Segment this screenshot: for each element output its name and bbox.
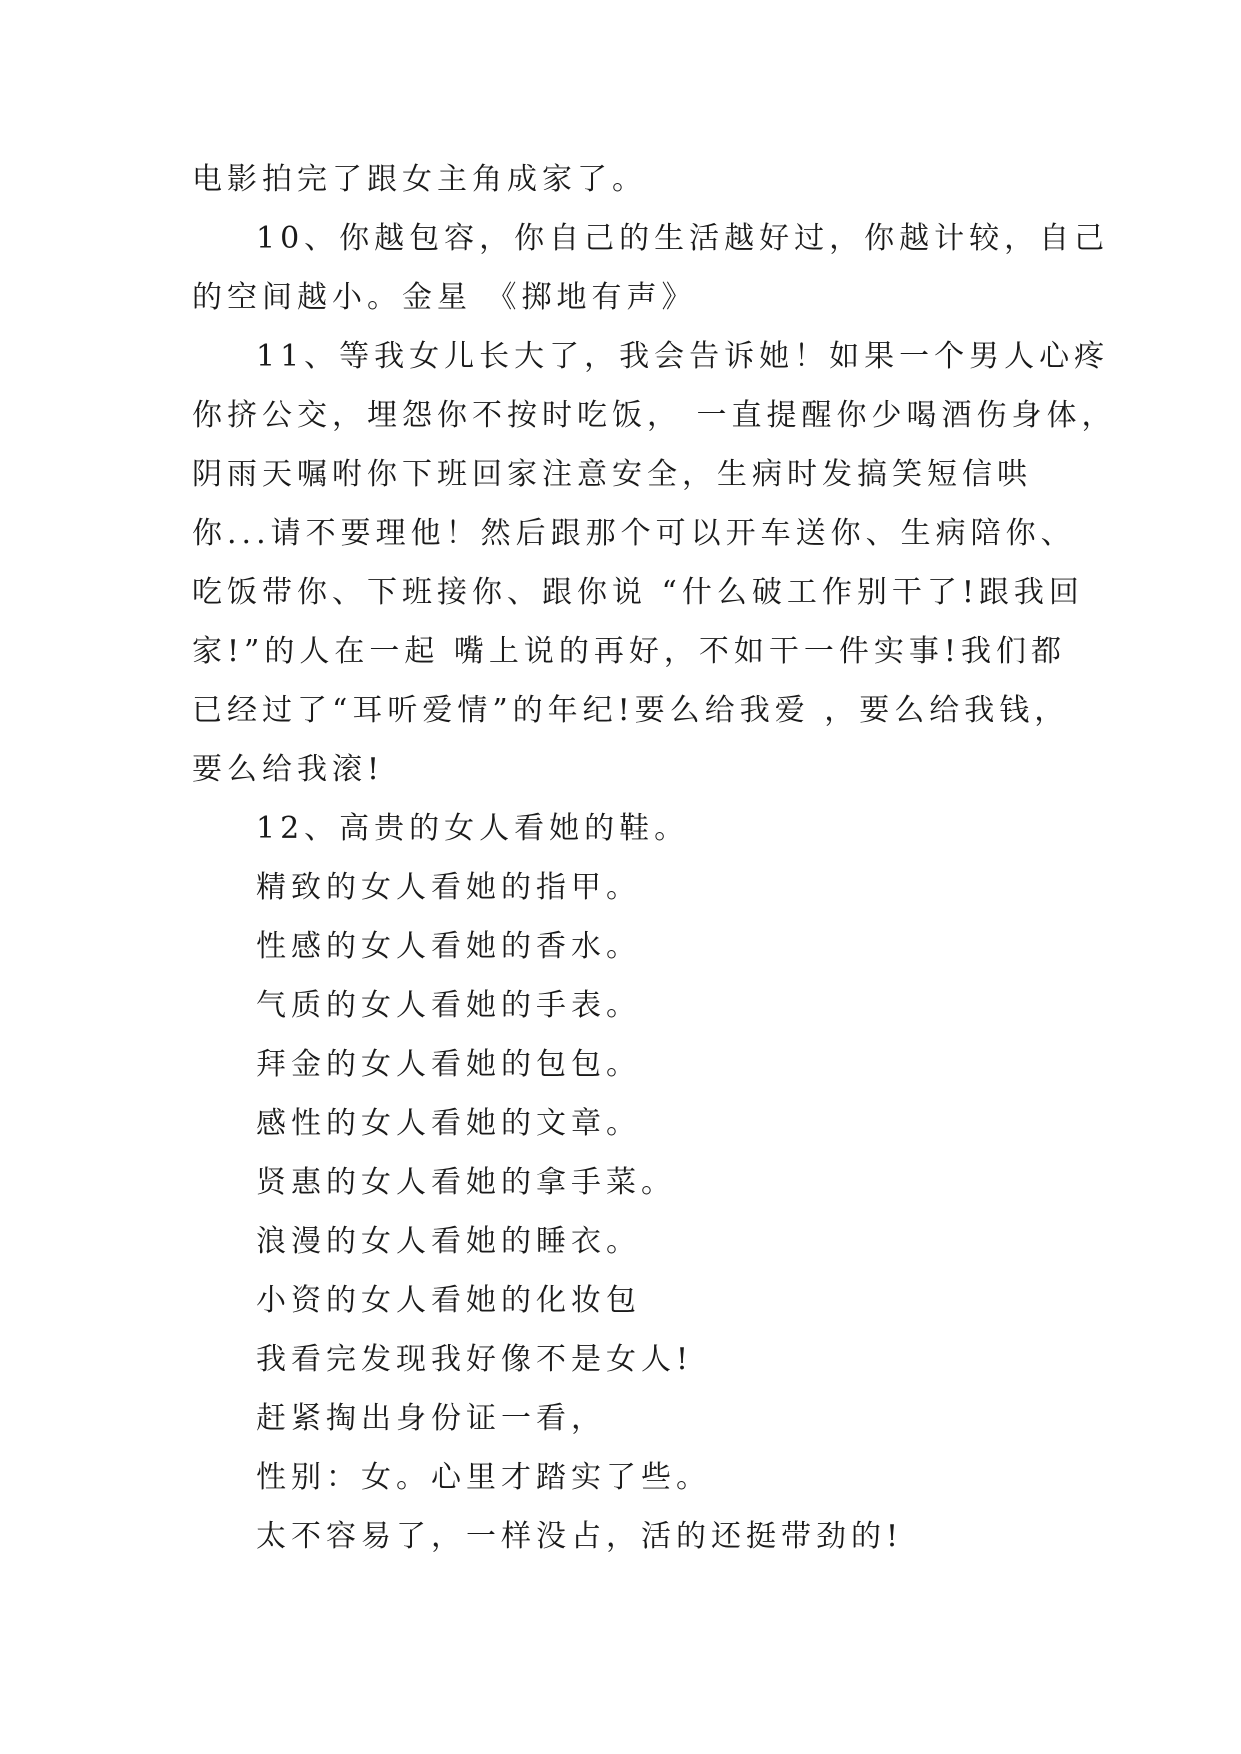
paragraph xyxy=(192,976,1072,1035)
text-line: 的空间越小。金星 《掷地有声》 xyxy=(192,280,697,315)
text-line: 10、你越包容，你自己的生活越好过，你越计较，自己 xyxy=(256,221,1110,256)
paragraph xyxy=(192,799,1072,858)
text-line: 电影拍完了跟女主角成家了。 xyxy=(192,162,647,197)
text-line: 我看完发现我好像不是女人! xyxy=(256,1342,694,1377)
text-line: 浪漫的女人看她的睡衣。 xyxy=(256,1224,641,1259)
paragraph xyxy=(192,1448,1072,1507)
paragraph xyxy=(192,917,1072,976)
text-line: 性感的女人看她的香水。 xyxy=(256,929,641,964)
paragraph xyxy=(192,1153,1072,1212)
text-line: 拜金的女人看她的包包。 xyxy=(256,1047,641,1082)
text-line: 要么给我滚! xyxy=(192,752,385,787)
paragraph xyxy=(192,1389,1072,1448)
paragraph xyxy=(192,1035,1072,1094)
text-line: 你挤公交，埋怨你不按时吃饭， 一直提醒你少喝酒伤身体， xyxy=(192,398,1117,433)
text-line: 你...请不要理他！然后跟那个可以开车送你、生病陪你、 xyxy=(192,516,1076,551)
text-line: 赶紧掏出身份证一看， xyxy=(256,1401,606,1436)
paragraph xyxy=(192,1212,1072,1271)
text-line: 吃饭带你、下班接你、跟你说 “什么破工作别干了!跟我回 xyxy=(192,575,1084,610)
text-line: 小资的女人看她的化妆包 xyxy=(256,1283,641,1318)
paragraph xyxy=(192,150,1072,209)
document-body xyxy=(192,150,1117,1566)
text-line: 感性的女人看她的文章。 xyxy=(256,1106,641,1141)
paragraph xyxy=(192,1094,1072,1153)
paragraph xyxy=(192,1507,1072,1566)
text-line: 气质的女人看她的手表。 xyxy=(256,988,641,1023)
text-line: 贤惠的女人看她的拿手菜。 xyxy=(256,1165,676,1200)
paragraph xyxy=(192,1330,1072,1389)
paragraph xyxy=(192,858,1072,917)
text-line: 阴雨天嘱咐你下班回家注意安全，生病时发搞笑短信哄 xyxy=(192,457,1032,492)
text-line: 12、高贵的女人看她的鞋。 xyxy=(256,811,690,846)
text-line: 精致的女人看她的指甲。 xyxy=(256,870,641,905)
text-line: 11、等我女儿长大了，我会告诉她！如果一个男人心疼 xyxy=(256,339,1110,374)
text-line: 已经过了“耳听爱情”的年纪!要么给我爱 ，要么给我钱， xyxy=(192,693,1070,728)
text-line: 家!”的人在一起 嘴上说的再好，不如干一件实事!我们都 xyxy=(192,634,1066,669)
paragraph xyxy=(192,209,1110,327)
paragraph xyxy=(192,327,1117,799)
paragraph xyxy=(192,1271,1072,1330)
text-line: 太不容易了，一样没占，活的还挺带劲的! xyxy=(256,1519,904,1554)
text-line: 性别：女。心里才踏实了些。 xyxy=(256,1460,711,1495)
